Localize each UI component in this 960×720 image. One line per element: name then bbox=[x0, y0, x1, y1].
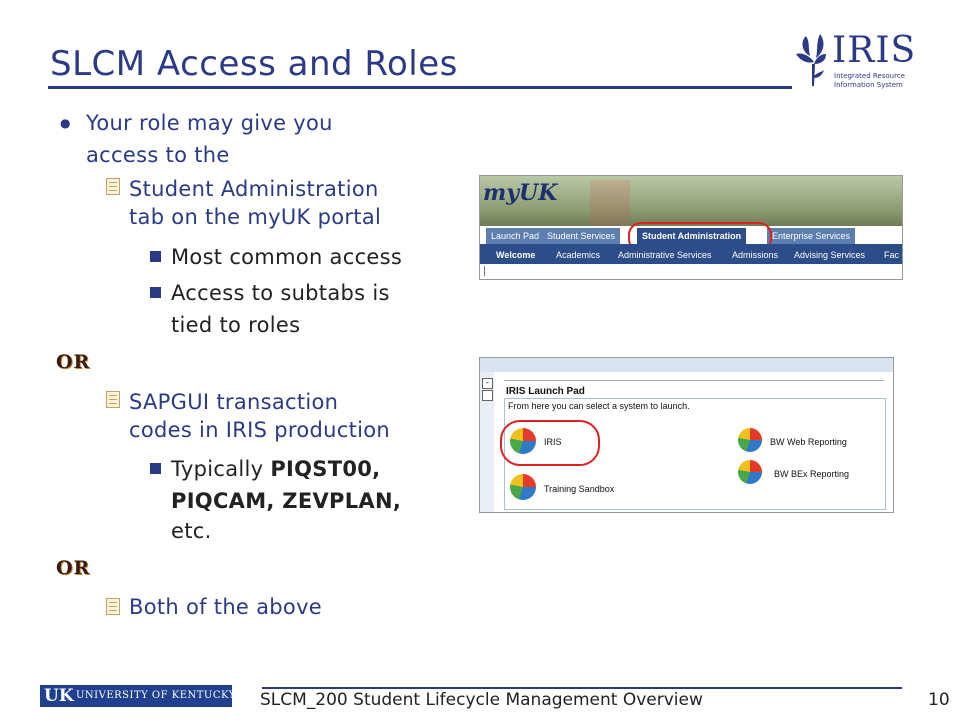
or-divider: OR bbox=[56, 557, 91, 579]
option-1-line-2: tab on the myUK portal bbox=[129, 205, 382, 229]
option-2-line-2: codes in IRIS production bbox=[129, 418, 391, 442]
subtab-administrative-services[interactable]: Administrative Services bbox=[618, 250, 712, 260]
square-bullet-icon bbox=[150, 463, 161, 474]
document-bullet-icon bbox=[106, 178, 120, 195]
myuk-logo: myUK bbox=[483, 180, 558, 206]
bullet-intro: Your role may give you access to the bbox=[86, 111, 333, 167]
iris-launchpad-screenshot bbox=[479, 357, 894, 513]
subtab-admissions[interactable]: Admissions bbox=[732, 250, 779, 260]
option-1-line-1: Student Administration bbox=[129, 177, 379, 201]
page-number: 10 bbox=[928, 690, 950, 710]
document-bullet-icon bbox=[106, 598, 120, 615]
sub-bullet-3-tail: etc. bbox=[171, 519, 212, 543]
tab-student-administration[interactable]: Student Administration bbox=[637, 228, 746, 244]
square-bullet-icon bbox=[150, 251, 161, 262]
university-name: UNIVERSITY OF KENTUCKY bbox=[76, 690, 236, 701]
sub-bullet-3-prefix: Typically bbox=[171, 457, 271, 481]
bw-web-reporting-icon[interactable] bbox=[738, 428, 762, 452]
training-sandbox-icon[interactable] bbox=[510, 474, 536, 500]
myuk-portal-screenshot bbox=[479, 175, 903, 280]
sub-bullet-3-line-1 bbox=[171, 453, 380, 485]
bullet-dot-icon: ● bbox=[60, 116, 71, 130]
or-divider: OR bbox=[56, 351, 91, 373]
sub-bullet-1: Most common access bbox=[171, 245, 403, 269]
square-bullet-icon bbox=[150, 287, 161, 298]
system-bw-bex-reporting[interactable]: BW BEx Reporting bbox=[774, 469, 850, 479]
tab-enterprise-services[interactable]: Enterprise Services bbox=[767, 228, 855, 244]
launchpad-title: IRIS Launch Pad bbox=[506, 386, 585, 397]
tab-launch-pad[interactable]: Launch Pad bbox=[486, 228, 544, 244]
slide-title: SLCM Access and Roles bbox=[50, 44, 458, 84]
option-3: Both of the above bbox=[129, 595, 323, 619]
subtab-advising-services[interactable]: Advising Services bbox=[794, 250, 866, 260]
sub-bullet-2-line-2: tied to roles bbox=[171, 313, 301, 337]
uk-logo bbox=[40, 685, 236, 707]
collapse-icon[interactable]: - bbox=[482, 378, 493, 389]
iris-logo bbox=[790, 28, 920, 92]
subtab-fac[interactable]: Fac bbox=[884, 250, 900, 260]
system-bw-web-reporting[interactable]: BW Web Reporting bbox=[770, 437, 847, 447]
launchpad-subtitle: From here you can select a system to launch. bbox=[508, 401, 690, 411]
highlight-circle bbox=[500, 420, 600, 466]
uk-monogram: UK bbox=[44, 686, 74, 706]
tab-student-services[interactable]: Student Services bbox=[542, 228, 620, 244]
expand-icon[interactable] bbox=[482, 390, 493, 401]
title-underline bbox=[48, 86, 792, 89]
document-bullet-icon bbox=[106, 391, 120, 408]
option-2-line-1: SAPGUI transaction bbox=[129, 390, 339, 414]
footer-course-title: SLCM_200 Student Lifecycle Management Overview bbox=[260, 690, 703, 710]
footer-rule bbox=[262, 687, 902, 689]
system-iris[interactable]: IRIS bbox=[544, 437, 562, 447]
building-image bbox=[590, 180, 630, 226]
transaction-codes-2: PIQCAM, ZEVPLAN, bbox=[171, 489, 402, 513]
sub-bullet-2-line-1: Access to subtabs is bbox=[171, 281, 390, 305]
logo-tagline-2: Information System bbox=[834, 81, 903, 89]
logo-wordmark: IRIS bbox=[832, 30, 917, 71]
subtab-welcome[interactable]: Welcome bbox=[496, 250, 536, 260]
bw-bex-reporting-icon[interactable] bbox=[738, 460, 762, 484]
system-training-sandbox[interactable]: Training Sandbox bbox=[544, 484, 615, 494]
transaction-codes-1: PIQST00, bbox=[270, 457, 381, 481]
subtab-academics[interactable]: Academics bbox=[556, 250, 601, 260]
logo-tagline-1: Integrated Resource bbox=[834, 72, 905, 80]
